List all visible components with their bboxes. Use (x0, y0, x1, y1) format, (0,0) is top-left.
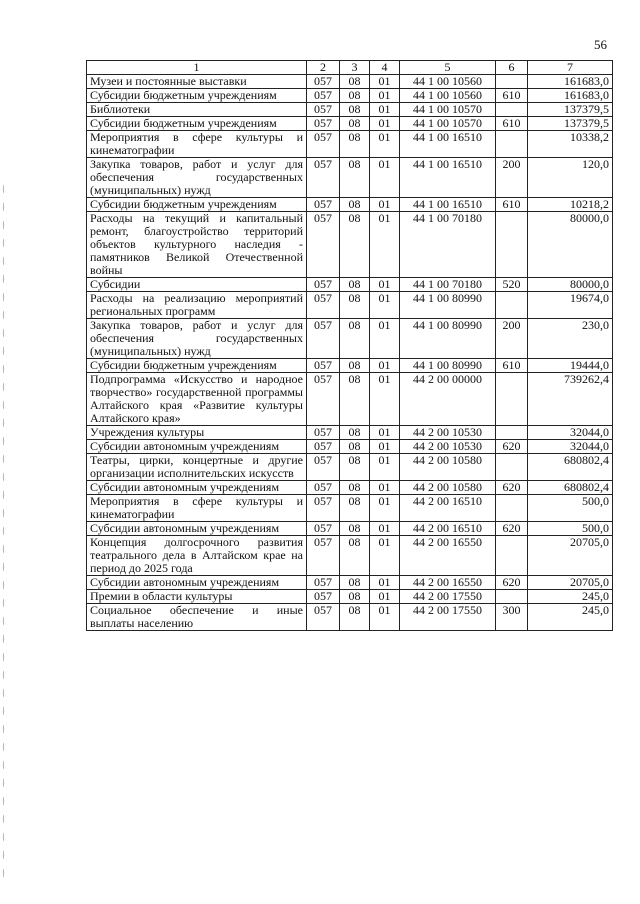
row-amount: 32044,0 (528, 440, 613, 454)
row-section: 08 (340, 319, 370, 359)
row-target-article: 44 2 00 10530 (400, 440, 496, 454)
table-row (87, 198, 613, 212)
row-admin-code: 057 (307, 359, 340, 373)
header-cell-7: 7 (528, 61, 613, 75)
row-subsection: 01 (370, 131, 400, 158)
row-subsection: 01 (370, 292, 400, 319)
table-row (87, 359, 613, 373)
table-row (87, 576, 613, 590)
row-section: 08 (340, 292, 370, 319)
row-name: Концепция долгосрочного развития театрального дела в Алтайском крае на период до 2025 года (87, 536, 307, 576)
row-subsection: 01 (370, 198, 400, 212)
row-admin-code: 057 (307, 103, 340, 117)
row-target-article: 44 1 00 10560 (400, 75, 496, 89)
row-amount: 500,0 (528, 522, 613, 536)
table-row (87, 212, 613, 278)
row-admin-code: 057 (307, 495, 340, 522)
table-row (87, 426, 613, 440)
row-expense-type (496, 131, 528, 158)
table-row (87, 292, 613, 319)
row-section: 08 (340, 131, 370, 158)
row-admin-code: 057 (307, 131, 340, 158)
row-expense-type: 620 (496, 522, 528, 536)
row-amount: 680802,4 (528, 481, 613, 495)
row-expense-type (496, 536, 528, 576)
row-subsection: 01 (370, 495, 400, 522)
row-subsection: 01 (370, 426, 400, 440)
row-amount: 80000,0 (528, 278, 613, 292)
table-row (87, 454, 613, 481)
row-section: 08 (340, 576, 370, 590)
row-admin-code: 057 (307, 536, 340, 576)
row-admin-code: 057 (307, 319, 340, 359)
row-amount: 245,0 (528, 604, 613, 631)
row-expense-type: 620 (496, 576, 528, 590)
row-section: 08 (340, 103, 370, 117)
row-name: Закупка товаров, работ и услуг для обеспечения государственных (муниципальных) нужд (87, 319, 307, 359)
row-name: Субсидии автономным учреждениям (87, 481, 307, 495)
row-name: Мероприятия в сфере культуры и кинематографии (87, 495, 307, 522)
row-subsection: 01 (370, 440, 400, 454)
row-expense-type (496, 454, 528, 481)
row-section: 08 (340, 536, 370, 576)
row-subsection: 01 (370, 89, 400, 103)
row-admin-code: 057 (307, 604, 340, 631)
row-section: 08 (340, 89, 370, 103)
row-target-article: 44 2 00 16510 (400, 522, 496, 536)
row-admin-code: 057 (307, 590, 340, 604)
table-row (87, 373, 613, 426)
row-expense-type: 620 (496, 440, 528, 454)
row-amount: 10338,2 (528, 131, 613, 158)
scan-margin-dots (2, 180, 5, 880)
row-section: 08 (340, 359, 370, 373)
header-cell-2: 2 (307, 61, 340, 75)
row-target-article: 44 2 00 10580 (400, 454, 496, 481)
table-row (87, 495, 613, 522)
row-admin-code: 057 (307, 426, 340, 440)
row-section: 08 (340, 590, 370, 604)
row-expense-type (496, 212, 528, 278)
row-amount: 739262,4 (528, 373, 613, 426)
row-target-article: 44 1 00 16510 (400, 131, 496, 158)
row-amount: 80000,0 (528, 212, 613, 278)
row-name: Субсидии автономным учреждениям (87, 440, 307, 454)
row-amount: 20705,0 (528, 576, 613, 590)
row-name: Подпрограмма «Искусство и народное творчество» государственной программы Алтайского края «Развитие культуры Алтайского края» (87, 373, 307, 426)
row-expense-type (496, 75, 528, 89)
row-name: Социальное обеспечение и иные выплаты населению (87, 604, 307, 631)
row-subsection: 01 (370, 103, 400, 117)
row-name: Мероприятия в сфере культуры и кинематографии (87, 131, 307, 158)
row-target-article: 44 1 00 80990 (400, 319, 496, 359)
row-section: 08 (340, 604, 370, 631)
row-amount: 32044,0 (528, 426, 613, 440)
row-name: Премии в области культуры (87, 590, 307, 604)
row-target-article: 44 2 00 00000 (400, 373, 496, 426)
row-expense-type: 610 (496, 89, 528, 103)
table-row (87, 117, 613, 131)
row-subsection: 01 (370, 75, 400, 89)
row-subsection: 01 (370, 158, 400, 198)
table-row (87, 536, 613, 576)
row-admin-code: 057 (307, 440, 340, 454)
row-expense-type: 300 (496, 604, 528, 631)
row-target-article: 44 1 00 10560 (400, 89, 496, 103)
table-row (87, 604, 613, 631)
row-name: Музеи и постоянные выставки (87, 75, 307, 89)
row-name: Театры, цирки, концертные и другие организации исполнительских искусств (87, 454, 307, 481)
row-target-article: 44 2 00 16550 (400, 576, 496, 590)
row-section: 08 (340, 278, 370, 292)
row-expense-type: 200 (496, 319, 528, 359)
table-row (87, 522, 613, 536)
row-admin-code: 057 (307, 292, 340, 319)
row-section: 08 (340, 522, 370, 536)
row-amount: 230,0 (528, 319, 613, 359)
table-row (87, 131, 613, 158)
row-subsection: 01 (370, 373, 400, 426)
row-subsection: 01 (370, 117, 400, 131)
row-expense-type: 610 (496, 198, 528, 212)
row-section: 08 (340, 481, 370, 495)
table-row (87, 481, 613, 495)
row-admin-code: 057 (307, 158, 340, 198)
row-subsection: 01 (370, 454, 400, 481)
header-row (87, 61, 613, 75)
row-target-article: 44 2 00 16550 (400, 536, 496, 576)
row-section: 08 (340, 454, 370, 481)
budget-table (86, 60, 613, 631)
row-name: Субсидии бюджетным учреждениям (87, 89, 307, 103)
header-cell-5: 5 (400, 61, 496, 75)
row-subsection: 01 (370, 576, 400, 590)
row-target-article: 44 1 00 80990 (400, 292, 496, 319)
table-row (87, 319, 613, 359)
row-name: Закупка товаров, работ и услуг для обеспечения государственных (муниципальных) нужд (87, 158, 307, 198)
row-target-article: 44 2 00 10580 (400, 481, 496, 495)
row-target-article: 44 2 00 10530 (400, 426, 496, 440)
row-section: 08 (340, 117, 370, 131)
row-name: Субсидии автономным учреждениям (87, 522, 307, 536)
row-subsection: 01 (370, 212, 400, 278)
row-amount: 137379,5 (528, 103, 613, 117)
row-target-article: 44 1 00 16510 (400, 158, 496, 198)
row-amount: 137379,5 (528, 117, 613, 131)
row-admin-code: 057 (307, 198, 340, 212)
row-expense-type: 610 (496, 359, 528, 373)
row-name: Субсидии бюджетным учреждениям (87, 117, 307, 131)
row-name: Расходы на реализацию мероприятий региональных программ (87, 292, 307, 319)
row-admin-code: 057 (307, 278, 340, 292)
row-target-article: 44 1 00 16510 (400, 198, 496, 212)
row-target-article: 44 1 00 10570 (400, 117, 496, 131)
row-expense-type: 620 (496, 481, 528, 495)
row-admin-code: 057 (307, 576, 340, 590)
row-target-article: 44 1 00 10570 (400, 103, 496, 117)
row-expense-type: 610 (496, 117, 528, 131)
header-cell-3: 3 (340, 61, 370, 75)
row-subsection: 01 (370, 481, 400, 495)
row-amount: 10218,2 (528, 198, 613, 212)
row-section: 08 (340, 75, 370, 89)
row-subsection: 01 (370, 359, 400, 373)
row-expense-type (496, 495, 528, 522)
header-cell-4: 4 (370, 61, 400, 75)
table-row (87, 103, 613, 117)
row-amount: 19444,0 (528, 359, 613, 373)
row-target-article: 44 2 00 17550 (400, 590, 496, 604)
row-amount: 120,0 (528, 158, 613, 198)
row-target-article: 44 1 00 80990 (400, 359, 496, 373)
row-target-article: 44 2 00 16510 (400, 495, 496, 522)
row-name: Субсидии бюджетным учреждениям (87, 359, 307, 373)
row-expense-type: 520 (496, 278, 528, 292)
row-expense-type (496, 590, 528, 604)
row-admin-code: 057 (307, 212, 340, 278)
header-cell-6: 6 (496, 61, 528, 75)
row-section: 08 (340, 212, 370, 278)
row-subsection: 01 (370, 604, 400, 631)
row-target-article: 44 1 00 70180 (400, 212, 496, 278)
row-name: Расходы на текущий и капитальный ремонт, благоустройство территорий объектов культурного наследия - памятников Великой Отечественной войны (87, 212, 307, 278)
row-section: 08 (340, 198, 370, 212)
row-expense-type: 200 (496, 158, 528, 198)
row-section: 08 (340, 440, 370, 454)
page-number: 56 (594, 37, 607, 52)
row-name: Библиотеки (87, 103, 307, 117)
table-row (87, 75, 613, 89)
row-subsection: 01 (370, 590, 400, 604)
table-row (87, 278, 613, 292)
row-admin-code: 057 (307, 117, 340, 131)
row-expense-type (496, 292, 528, 319)
row-admin-code: 057 (307, 89, 340, 103)
row-section: 08 (340, 158, 370, 198)
row-admin-code: 057 (307, 454, 340, 481)
row-expense-type (496, 373, 528, 426)
row-target-article: 44 1 00 70180 (400, 278, 496, 292)
row-admin-code: 057 (307, 481, 340, 495)
table-row (87, 158, 613, 198)
row-amount: 20705,0 (528, 536, 613, 576)
row-subsection: 01 (370, 522, 400, 536)
row-amount: 161683,0 (528, 89, 613, 103)
row-admin-code: 057 (307, 373, 340, 426)
header-cell-1: 1 (87, 61, 307, 75)
row-name: Субсидии бюджетным учреждениям (87, 198, 307, 212)
row-section: 08 (340, 426, 370, 440)
row-section: 08 (340, 373, 370, 426)
row-amount: 500,0 (528, 495, 613, 522)
row-subsection: 01 (370, 319, 400, 359)
row-admin-code: 057 (307, 75, 340, 89)
table-row (87, 440, 613, 454)
row-admin-code: 057 (307, 522, 340, 536)
row-expense-type (496, 426, 528, 440)
row-target-article: 44 2 00 17550 (400, 604, 496, 631)
row-subsection: 01 (370, 278, 400, 292)
row-name: Субсидии (87, 278, 307, 292)
row-amount: 19674,0 (528, 292, 613, 319)
table-row (87, 89, 613, 103)
row-section: 08 (340, 495, 370, 522)
row-expense-type (496, 103, 528, 117)
row-subsection: 01 (370, 536, 400, 576)
table-body (87, 75, 613, 631)
row-amount: 161683,0 (528, 75, 613, 89)
row-name: Учреждения культуры (87, 426, 307, 440)
row-name: Субсидии автономным учреждениям (87, 576, 307, 590)
row-amount: 245,0 (528, 590, 613, 604)
row-amount: 680802,4 (528, 454, 613, 481)
table-row (87, 590, 613, 604)
